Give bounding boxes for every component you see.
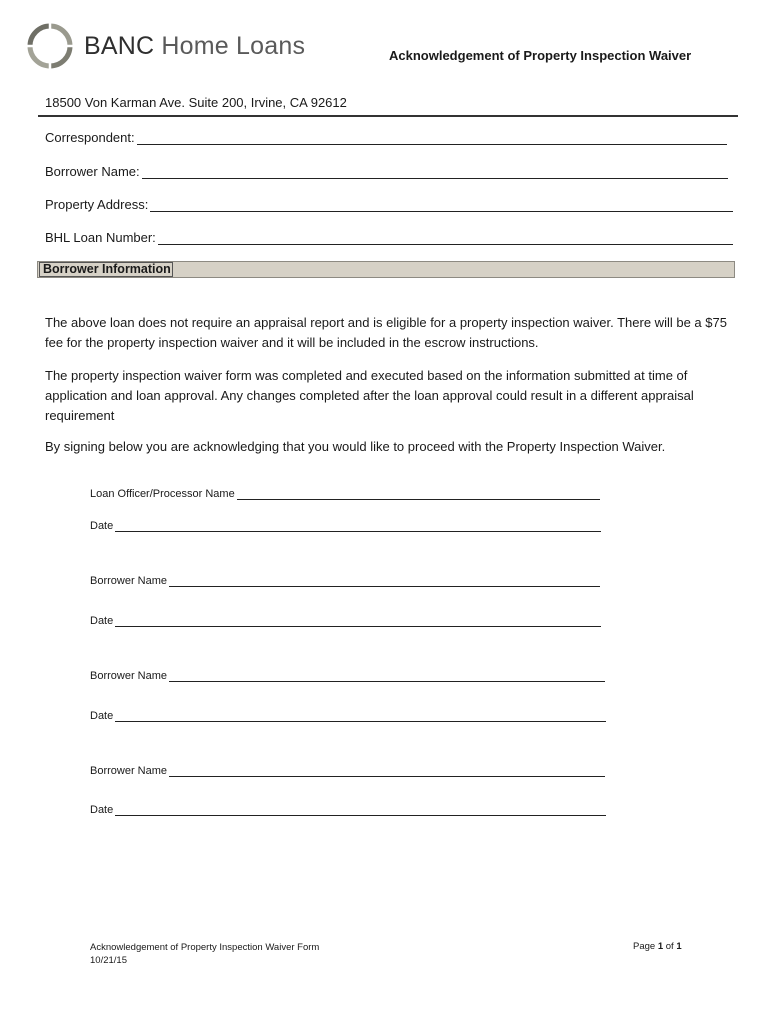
date-row-1[interactable] (90, 520, 601, 532)
borrower-name-field[interactable] (45, 164, 728, 179)
footer-form-info (90, 941, 319, 967)
borrower-name-sig-line[interactable] (169, 765, 605, 777)
correspondent-label: Correspondent: (45, 130, 135, 145)
date-label: Date (90, 520, 114, 532)
date-row-3[interactable] (90, 710, 606, 722)
borrower-signature-1[interactable] (90, 575, 600, 587)
company-address: 18500 Von Karman Ave. Suite 200, Irvine, CA 92612 (45, 95, 347, 110)
logo-wordmark (84, 32, 305, 61)
borrower-name-line[interactable] (142, 164, 728, 179)
borrower-name-sig-label: Borrower Name (90, 670, 168, 682)
date-label: Date (90, 710, 114, 722)
footer-form-date: 10/21/15 (90, 955, 127, 966)
paragraph-acknowledge: By signing below you are acknowledging that you would like to proceed with the Property Inspection Waiver. (45, 439, 666, 454)
borrower-name-label: Borrower Name: (45, 164, 140, 179)
borrower-information-heading: Borrower Information (39, 262, 173, 277)
date-line[interactable] (115, 520, 601, 532)
date-label: Date (90, 804, 114, 816)
correspondent-line[interactable] (137, 130, 727, 145)
paragraph-execution: The property inspection waiver form was completed and executed based on the information submitted at time of application and loan approval. Any changes completed after the loan approval could result in a different appraisal requirement (45, 368, 694, 423)
borrower-name-sig-label: Borrower Name (90, 575, 168, 587)
footer-form-name: Acknowledgement of Property Inspection Waiver Form (90, 942, 320, 953)
loan-number-label: BHL Loan Number: (45, 230, 156, 245)
banc-logo (26, 22, 305, 70)
banc-ring-icon (26, 22, 74, 70)
property-address-label: Property Address: (45, 197, 149, 212)
loan-number-field[interactable] (45, 230, 733, 245)
page-prefix: Page (633, 941, 658, 952)
borrower-name-sig-label: Borrower Name (90, 765, 168, 777)
borrower-signature-2[interactable] (90, 670, 605, 682)
property-address-field[interactable] (45, 197, 733, 212)
page-of: of (663, 941, 677, 952)
loan-officer-label: Loan Officer/Processor Name (90, 488, 235, 500)
logo-home-loans: Home Loans (161, 31, 306, 60)
paragraph-fee: The above loan does not require an appraisal report and is eligible for a property inspection waiver. There will be a $75 fee for the property inspection waiver and it will be included in the escrow instructions. (45, 315, 727, 350)
date-label: Date (90, 615, 114, 627)
footer-page-number (633, 941, 682, 952)
date-row-4[interactable] (90, 804, 606, 816)
borrower-name-sig-line[interactable] (169, 670, 605, 682)
page-total: 1 (676, 941, 682, 952)
loan-officer-line[interactable] (237, 488, 600, 500)
date-line[interactable] (115, 710, 606, 722)
property-address-line[interactable] (150, 197, 733, 212)
page-current: 1 (657, 941, 664, 952)
logo-banc: BANC (84, 31, 155, 60)
document-title: Acknowledgement of Property Inspection Waiver (389, 48, 692, 63)
date-line[interactable] (115, 804, 606, 816)
date-row-2[interactable] (90, 615, 601, 627)
borrower-information-bar (37, 261, 735, 278)
loan-officer-signature[interactable] (90, 488, 600, 500)
borrower-name-sig-line[interactable] (169, 575, 600, 587)
loan-number-line[interactable] (158, 230, 733, 245)
header-divider (38, 115, 738, 117)
correspondent-field[interactable] (45, 130, 727, 145)
borrower-signature-3[interactable] (90, 765, 605, 777)
date-line[interactable] (115, 615, 601, 627)
